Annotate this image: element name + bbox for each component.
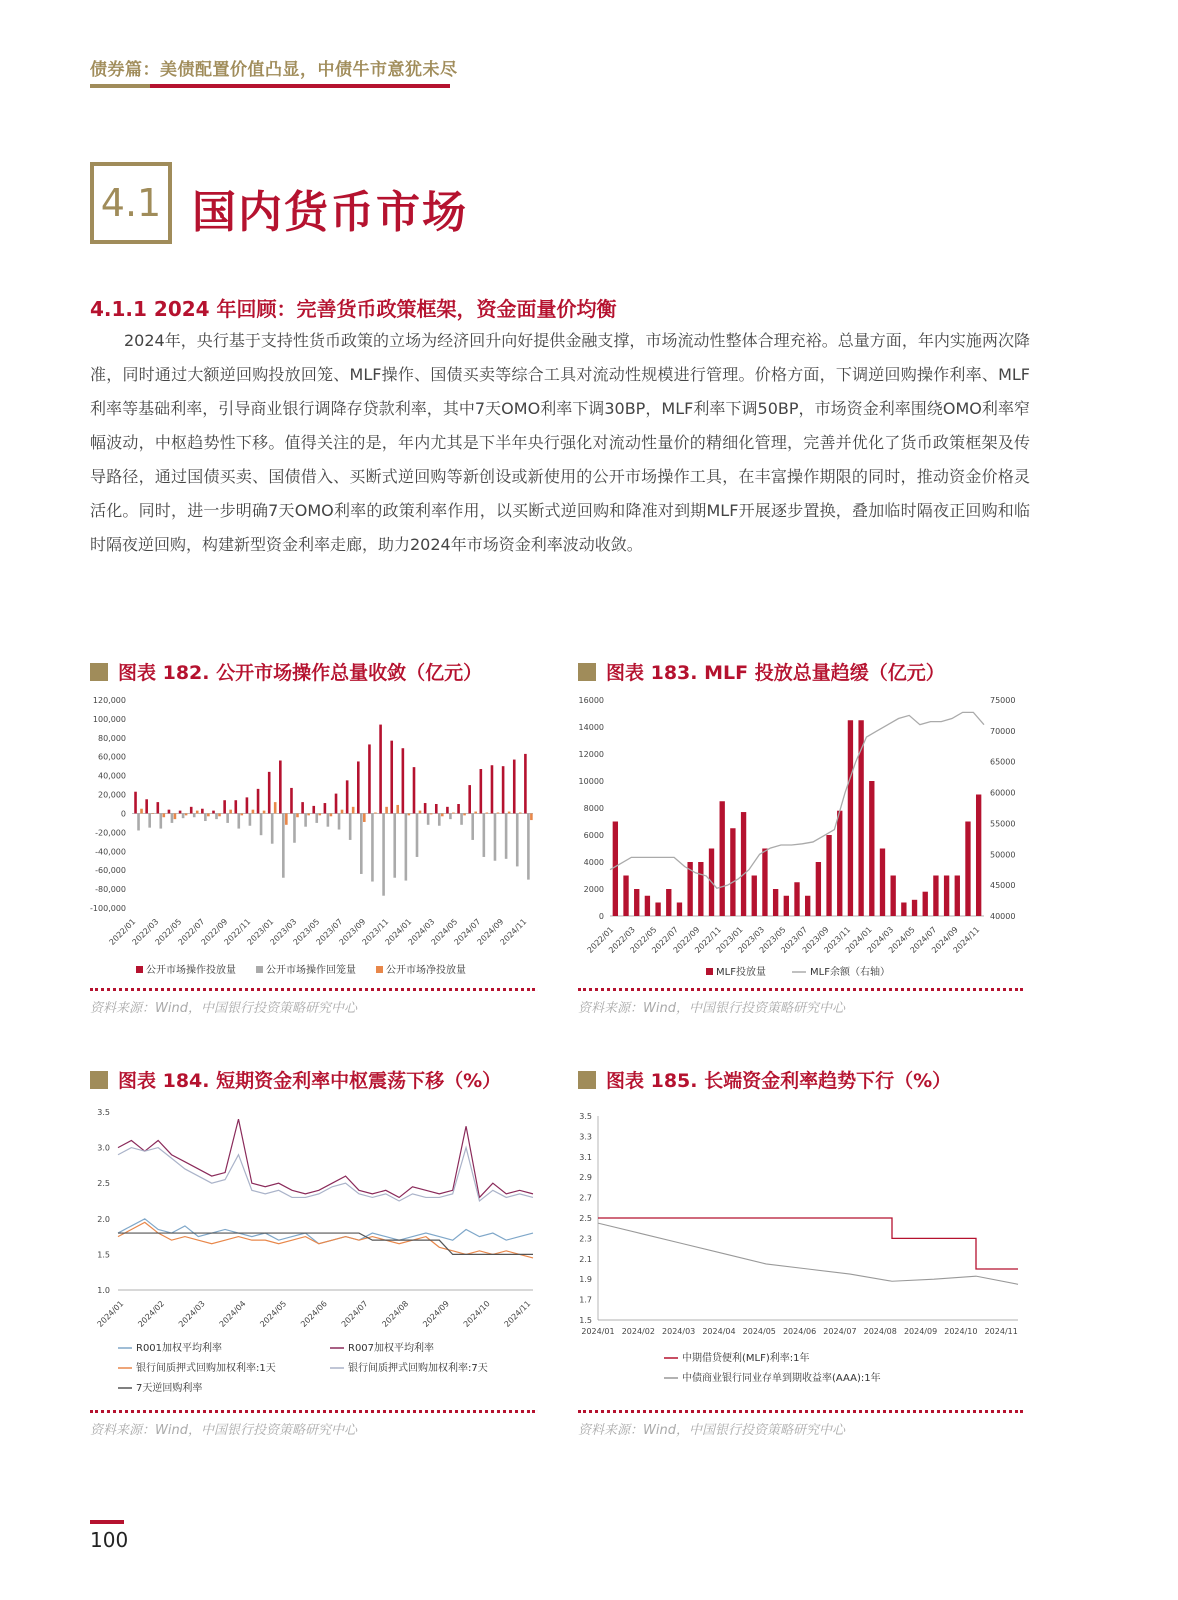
bar: [338, 813, 341, 829]
section-title: 国内货币市场: [192, 187, 468, 238]
bar: [282, 813, 285, 877]
bar: [698, 862, 703, 916]
y-tick-label: 14000: [578, 723, 604, 732]
bar: [285, 813, 288, 824]
bar: [438, 813, 441, 825]
y-tick-label: 2.5: [97, 1179, 110, 1189]
bar: [363, 813, 366, 822]
x-tick-label: 2024/09: [421, 1299, 452, 1329]
bar: [912, 900, 917, 916]
bar: [677, 903, 682, 917]
bar: [474, 812, 477, 814]
y2-tick-label: 75000: [990, 696, 1016, 705]
bar: [252, 810, 255, 814]
x-tick-label: 2024/11: [951, 925, 982, 955]
bar: [151, 813, 154, 814]
header-rule-accent: [150, 84, 450, 88]
x-tick-label: 2023/05: [291, 917, 322, 947]
x-tick-label: 2024/03: [662, 1327, 696, 1336]
bar: [880, 849, 885, 917]
bar: [168, 810, 171, 814]
bar: [413, 767, 416, 813]
x-tick-label: 2023/03: [736, 925, 767, 955]
mlf-balance-line: [610, 712, 984, 888]
chart-183-title: 图表 183. MLF 投放总量趋缓（亿元）: [578, 658, 945, 685]
bar: [513, 760, 516, 814]
y-tick-label: -40,000: [95, 847, 126, 857]
bar: [460, 813, 463, 824]
x-tick-label: 2024/07: [452, 917, 483, 947]
x-tick-label: 2024/02: [136, 1299, 167, 1329]
bar: [134, 792, 137, 814]
x-tick-label: 2022/01: [107, 917, 138, 947]
bar: [430, 813, 433, 814]
y-tick-label: 6000: [583, 831, 604, 840]
divider: [578, 1410, 1023, 1413]
bar: [784, 896, 789, 916]
bar: [441, 813, 444, 816]
bar: [923, 892, 928, 916]
bar: [357, 761, 360, 813]
bar: [405, 813, 408, 880]
bar: [402, 748, 405, 813]
bar: [179, 811, 182, 814]
y-tick-label: 1.9: [579, 1275, 592, 1285]
bar: [379, 725, 382, 814]
bar: [794, 882, 799, 916]
bar: [335, 794, 338, 814]
bar: [229, 810, 232, 814]
divider: [90, 988, 535, 991]
legend-label: 7天逆回购利率: [136, 1383, 203, 1394]
bar: [463, 813, 466, 815]
legend-label: R007加权平均利率: [348, 1343, 435, 1354]
x-tick-label: 2024/01: [95, 1299, 126, 1329]
chart-182-title: 图表 182. 公开市场操作总量收敛（亿元）: [90, 658, 482, 685]
x-tick-label: 2023/05: [757, 925, 788, 955]
x-tick-label: 2024/11: [984, 1327, 1018, 1336]
bar: [901, 903, 906, 917]
x-tick-label: 2022/09: [199, 917, 230, 947]
bar: [508, 812, 511, 814]
chart-183-source: 资料来源：Wind，中国银行投资策略研究中心: [578, 1001, 845, 1016]
legend-label: 公开市场操作投放量: [146, 965, 236, 976]
y-tick-label: 80,000: [98, 733, 126, 743]
chart-182: [88, 690, 538, 980]
chart-185: [576, 1098, 1026, 1398]
x-tick-label: 2022/07: [176, 917, 207, 947]
bar: [416, 813, 419, 856]
bar: [457, 804, 460, 813]
y-tick-label: -100,000: [90, 904, 126, 913]
bar: [193, 813, 196, 817]
y2-tick-label: 65000: [990, 757, 1016, 767]
bar: [196, 811, 199, 814]
bar: [505, 813, 508, 858]
bar: [497, 813, 500, 814]
legend-label: MLF投放量: [716, 967, 766, 978]
y-tick-label: 12000: [578, 750, 604, 759]
y-tick-label: 3.5: [97, 1108, 110, 1117]
legend-label: 中债商业银行同业存单到期收益率(AAA):1年: [682, 1373, 881, 1384]
bar: [408, 813, 411, 815]
bar: [190, 807, 193, 814]
ncd-yield-line: [598, 1223, 1018, 1284]
bar: [226, 813, 229, 822]
bar: [341, 810, 344, 814]
bar: [773, 889, 778, 916]
bar: [324, 803, 327, 813]
y-tick-label: 3.3: [579, 1132, 592, 1142]
bar: [720, 801, 725, 916]
chart-185-source: 资料来源：Wind，中国银行投资策略研究中心: [578, 1423, 845, 1438]
bar: [955, 876, 960, 917]
bar: [246, 797, 249, 813]
x-tick-label: 2022/05: [628, 925, 659, 955]
x-tick-label: 2023/01: [245, 917, 276, 947]
bar: [419, 811, 422, 814]
x-tick-label: 2022/11: [222, 917, 253, 947]
x-tick-label: 2023/03: [268, 917, 299, 947]
chart-182-source: 资料来源：Wind，中国银行投资策略研究中心: [90, 1001, 357, 1016]
x-tick-label: 2024/03: [865, 925, 896, 955]
header-title: 债券篇：美债配置价值凸显，中债牛市意犹未尽: [90, 60, 458, 80]
x-tick-label: 2024/05: [429, 917, 460, 947]
bar: [140, 809, 143, 814]
bar: [816, 862, 821, 916]
bar: [519, 813, 522, 814]
bar: [471, 813, 474, 839]
bar: [318, 813, 321, 815]
x-tick-label: 2023/11: [360, 917, 391, 947]
bar: [215, 813, 218, 819]
bar: [655, 903, 660, 917]
title-marker-icon: [578, 663, 596, 681]
x-tick-label: 2024/09: [903, 1327, 938, 1336]
chart-183: [576, 690, 1026, 980]
x-tick-label: 2024/05: [742, 1327, 776, 1336]
y2-tick-label: 60000: [990, 788, 1016, 798]
bar: [312, 806, 315, 814]
y-tick-label: -60,000: [95, 866, 126, 876]
bar: [452, 813, 455, 814]
y-tick-label: 2.0: [97, 1214, 110, 1224]
x-tick-label: 2024/11: [498, 917, 529, 947]
x-tick-label: 2024/09: [475, 917, 506, 947]
bar: [212, 811, 215, 814]
legend-label: 中期借贷便利(MLF)利率:1年: [682, 1353, 810, 1364]
x-tick-label: 2024/05: [258, 1299, 289, 1329]
mlf-rate-line: [598, 1218, 1018, 1269]
bar: [752, 876, 757, 917]
y-tick-label: 2.5: [579, 1214, 592, 1223]
bar: [516, 813, 519, 866]
y-tick-label: 100,000: [92, 714, 126, 724]
x-tick-label: 2024/07: [823, 1327, 857, 1336]
legend-label: 公开市场操作回笼量: [266, 965, 356, 976]
x-tick-label: 2022/09: [671, 925, 702, 955]
rate-line: [118, 1119, 533, 1197]
bar: [427, 813, 430, 824]
section-number: 4.1: [90, 162, 172, 244]
x-tick-label: 2023/09: [800, 925, 831, 955]
x-tick-label: 2024/02: [621, 1327, 655, 1336]
bar: [965, 822, 970, 917]
bar: [486, 813, 489, 814]
bar: [382, 813, 385, 895]
y-tick-label: 4000: [583, 858, 604, 867]
x-tick-label: 2022/01: [585, 925, 616, 955]
bar: [869, 781, 874, 916]
bar: [502, 766, 505, 813]
divider: [578, 988, 1023, 991]
x-tick-label: 2024/01: [581, 1327, 615, 1336]
legend-label: 银行间质押式回购加权利率:1天: [136, 1363, 276, 1374]
bar: [327, 813, 330, 826]
bar: [480, 769, 483, 813]
chart-184-source: 资料来源：Wind，中国银行投资策略研究中心: [90, 1423, 357, 1438]
bar: [396, 805, 399, 814]
y2-tick-label: 45000: [990, 881, 1016, 891]
y-tick-label: 1.7: [579, 1295, 592, 1305]
y2-tick-label: 55000: [990, 819, 1016, 829]
bar: [826, 835, 831, 916]
bar: [491, 765, 494, 813]
bar: [360, 813, 363, 874]
header-rule: [90, 84, 150, 88]
legend-swatch: [136, 966, 143, 973]
bar: [730, 828, 735, 916]
bar: [185, 813, 188, 815]
bar: [634, 889, 639, 916]
bar: [435, 804, 438, 813]
x-tick-label: 2022/05: [153, 917, 184, 947]
rate-line: [118, 1219, 533, 1244]
bar: [371, 813, 374, 881]
x-tick-label: 2024/05: [886, 925, 917, 955]
y-tick-label: 2.9: [579, 1173, 592, 1183]
bar: [204, 813, 207, 821]
y-tick-label: 16000: [578, 696, 604, 705]
y-tick-label: 1.5: [579, 1316, 592, 1325]
bar: [174, 813, 177, 819]
bar: [207, 813, 210, 816]
chart-185-title: 图表 185. 长端资金利率趋势下行（%）: [578, 1066, 951, 1093]
x-tick-label: 2024/04: [702, 1327, 736, 1336]
x-tick-label: 2024/01: [843, 925, 874, 955]
bar: [623, 876, 628, 917]
legend-label: 银行间质押式回购加权利率:7天: [348, 1363, 488, 1374]
bar: [157, 802, 160, 813]
bar: [137, 813, 140, 830]
legend-swatch: [256, 966, 263, 973]
chart-184-title: 图表 184. 短期资金利率中枢震荡下移（%）: [90, 1066, 501, 1093]
bar: [268, 772, 271, 814]
bar: [483, 813, 486, 856]
bar: [182, 813, 185, 818]
bar: [645, 896, 650, 916]
title-marker-icon: [578, 1071, 596, 1089]
x-tick-label: 2024/04: [217, 1299, 248, 1329]
x-tick-label: 2024/09: [930, 925, 960, 955]
x-tick-label: 2024/06: [782, 1327, 817, 1336]
bar: [741, 812, 746, 916]
bar: [296, 813, 299, 817]
y-tick-label: 2.3: [579, 1234, 592, 1244]
rate-line: [118, 1233, 533, 1254]
x-tick-label: 2024/07: [339, 1299, 370, 1329]
bar: [349, 813, 352, 839]
title-marker-icon: [90, 663, 108, 681]
divider: [90, 1410, 535, 1413]
x-tick-label: 2023/01: [714, 925, 745, 955]
x-tick-label: 2024/10: [461, 1299, 492, 1329]
bar: [263, 811, 266, 814]
bar: [527, 813, 530, 879]
bar: [393, 813, 396, 877]
y-tick-label: 3.0: [97, 1143, 110, 1153]
bar: [223, 800, 226, 813]
x-tick-label: 2022/07: [650, 925, 681, 955]
bar: [613, 822, 618, 917]
y-tick-label: 1.5: [97, 1250, 110, 1260]
bar: [315, 813, 318, 822]
y-tick-label: -20,000: [95, 828, 126, 838]
y-tick-label: 0: [120, 809, 126, 819]
x-tick-label: 2023/07: [314, 917, 345, 947]
bar: [257, 789, 260, 814]
bar: [446, 807, 449, 814]
bar: [237, 813, 240, 828]
y-tick-label: -80,000: [95, 885, 126, 895]
x-tick-label: 2022/11: [693, 925, 724, 955]
body-paragraph: 2024年，央行基于支持性货币政策的立场为经济回升向好提供金融支撑，市场流动性整体合理充裕。总量方面，年内实施两次降准，同时通过大额逆回购投放回笼、MLF操作、国债买卖等综合工具对流动性规模进行管理。价格方面，下调逆回购操作利率、MLF利率等基础利率，引导商业银行调降存贷款利率，其中7天OMO利率下调30BP，MLF利率下调50BP，市场资金利率围绕OMO利率窄幅波动，中枢趋势性下移。值得关注的是，年内尤其是下半年央行强化对流动性量价的精细化管理，完善并优化了货币政策框架及传导路径，通过国债买卖、国债借入、买断式逆回购等新创设或新使用的公开市场操作工具，在丰富操作期限的同时，推动资金价格灵活化。同时，进一步明确7天OMO利率的政策利率作用，以买断式逆回购和降准对到期MLF开展逐步置换，叠加临时隔夜正回购和临时隔夜逆回购，构建新型资金利率走廊，助力2024年市场资金利率波动收敛。: [90, 331, 1030, 554]
bar: [976, 795, 981, 917]
x-tick-label: 2023/07: [779, 925, 810, 955]
y-tick-label: 2.7: [579, 1193, 592, 1203]
legend-label: 公开市场净投放量: [386, 965, 466, 976]
y2-tick-label: 70000: [990, 726, 1016, 736]
bar: [346, 780, 349, 813]
bar: [666, 889, 671, 916]
x-tick-label: 2024/01: [383, 917, 414, 947]
y-tick-label: 8000: [583, 804, 604, 813]
x-tick-label: 2024/08: [380, 1299, 411, 1329]
bar: [944, 876, 949, 917]
bar: [891, 876, 896, 917]
rate-line: [118, 1222, 533, 1258]
bar: [449, 813, 452, 819]
x-tick-label: 2024/10: [944, 1327, 978, 1336]
bar: [330, 813, 333, 816]
y2-tick-label: 40000: [990, 912, 1016, 921]
x-tick-label: 2023/09: [337, 917, 368, 947]
bar: [837, 811, 842, 916]
chart-184: [88, 1098, 538, 1398]
bar: [524, 754, 527, 814]
bar: [163, 813, 166, 817]
y-tick-label: 60,000: [98, 752, 126, 762]
page-number-bar: [90, 1520, 124, 1524]
bar: [249, 813, 252, 825]
bar: [390, 741, 393, 814]
bar: [494, 813, 497, 860]
bar: [385, 807, 388, 814]
x-tick-label: 2024/03: [176, 1299, 207, 1329]
x-tick-label: 2023/11: [822, 925, 853, 955]
y-tick-label: 0: [598, 912, 604, 921]
bar: [145, 799, 148, 813]
bar: [271, 813, 274, 843]
bar: [374, 813, 377, 814]
x-tick-label: 2022/03: [607, 925, 637, 955]
bar: [468, 785, 471, 813]
bar: [848, 720, 853, 916]
bar: [274, 802, 277, 813]
legend-swatch: [376, 966, 383, 973]
bar: [260, 813, 263, 835]
x-tick-label: 2024/03: [406, 917, 437, 947]
y-tick-label: 10000: [578, 777, 604, 786]
bar: [301, 802, 304, 813]
bar: [234, 800, 237, 813]
bar: [293, 813, 296, 842]
bar: [148, 813, 151, 827]
bar: [805, 896, 810, 916]
x-tick-label: 2024/07: [908, 925, 939, 955]
y-tick-label: 3.5: [579, 1112, 592, 1121]
bar: [201, 809, 204, 814]
bar: [171, 813, 174, 822]
subsection-title: 4.1.1 2024 年回顾：完善货币政策框架，资金面量价均衡: [90, 297, 617, 321]
legend-label: R001加权平均利率: [136, 1343, 223, 1354]
y-tick-label: 2000: [583, 885, 604, 894]
x-tick-label: 2024/06: [299, 1299, 329, 1329]
title-marker-icon: [90, 1071, 108, 1089]
bar: [368, 744, 371, 813]
rate-line: [118, 1148, 533, 1201]
bar: [530, 813, 533, 820]
y-tick-label: 120,000: [92, 696, 126, 705]
x-tick-label: 2024/08: [863, 1327, 897, 1336]
legend-swatch: [706, 968, 713, 975]
bar: [352, 807, 355, 814]
y-tick-label: 3.1: [579, 1152, 592, 1162]
x-tick-label: 2022/03: [130, 917, 161, 947]
legend-label: MLF余额（右轴）: [810, 967, 890, 978]
bar: [424, 803, 427, 813]
bar: [218, 813, 221, 816]
bar: [307, 813, 310, 815]
y-tick-label: 2.1: [579, 1254, 592, 1264]
bar: [240, 813, 243, 815]
y2-tick-label: 50000: [990, 850, 1016, 860]
y-tick-label: 20,000: [98, 790, 126, 800]
bar: [279, 761, 282, 814]
page-number: 100: [90, 1528, 129, 1552]
bar: [762, 849, 767, 917]
y-tick-label: 1.0: [97, 1286, 110, 1295]
bar: [933, 876, 938, 917]
bar: [290, 788, 293, 814]
x-tick-label: 2024/11: [502, 1299, 533, 1329]
y-tick-label: 40,000: [98, 771, 126, 781]
bar: [160, 813, 163, 828]
bar: [304, 813, 307, 826]
